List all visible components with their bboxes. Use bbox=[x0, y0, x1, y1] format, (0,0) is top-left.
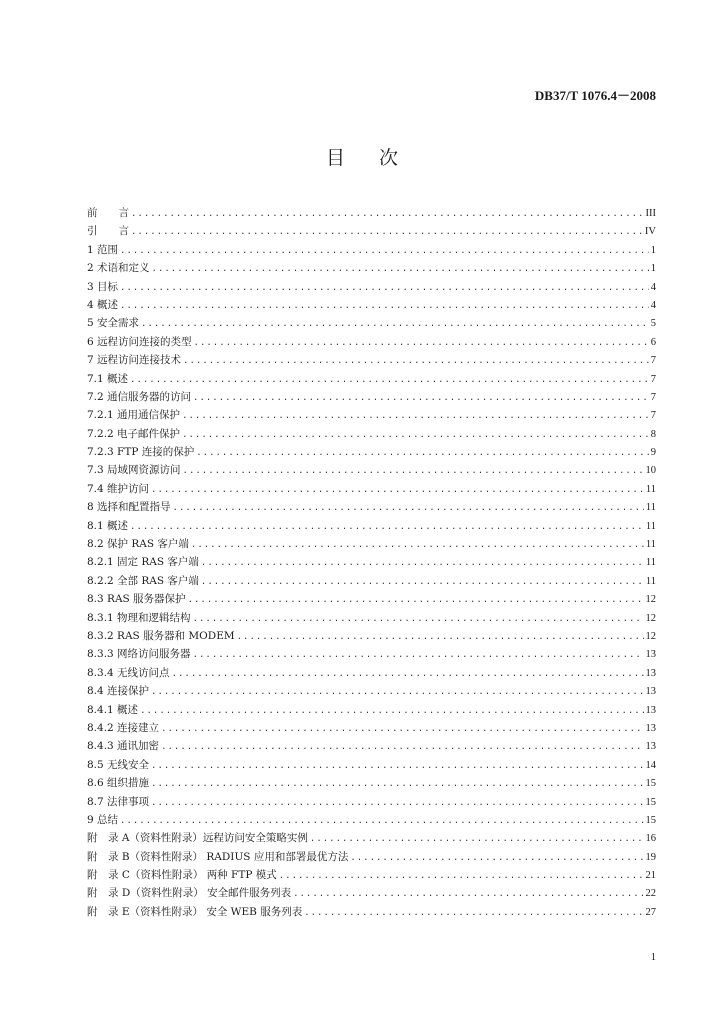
toc-entry-page: 13 bbox=[645, 667, 656, 679]
toc-entry-page: 19 bbox=[645, 851, 656, 863]
toc-entry-page: 12 bbox=[645, 594, 656, 606]
toc-entry-page: 13 bbox=[645, 686, 656, 698]
toc-entry[interactable] bbox=[87, 793, 656, 811]
toc-entry[interactable] bbox=[87, 609, 656, 627]
toc-entry-page: 11 bbox=[645, 520, 656, 532]
toc-entry-label: 7.4 维护访问 bbox=[87, 482, 150, 495]
toc-entry-label: 8.3.3 网络访问服务器 bbox=[87, 648, 191, 661]
toc-entry-page: 10 bbox=[645, 465, 656, 477]
dot-leader bbox=[151, 757, 643, 775]
dot-leader bbox=[293, 885, 643, 903]
dot-leader bbox=[161, 738, 643, 756]
dot-leader bbox=[194, 334, 649, 352]
dot-leader bbox=[151, 683, 643, 701]
toc-entry[interactable] bbox=[87, 443, 656, 461]
toc-entry-page: 16 bbox=[645, 833, 656, 845]
toc-entry-label: 8 选择和配置指导 bbox=[87, 501, 171, 514]
toc-entry[interactable] bbox=[87, 498, 656, 516]
page-number: 1 bbox=[650, 952, 656, 963]
toc-entry-label: 附 录 D（资料性附录） 安全邮件服务列表 bbox=[87, 887, 292, 900]
toc-entry[interactable] bbox=[87, 535, 656, 553]
dot-leader bbox=[183, 352, 649, 370]
toc-entry-label: 8.3.2 RAS 服务器和 MODEM bbox=[87, 629, 235, 642]
toc-entry-label: 8.6 组织措施 bbox=[87, 777, 150, 790]
toc-entry-page: 13 bbox=[645, 722, 656, 734]
toc-entry-label: 8.7 法律事项 bbox=[87, 795, 150, 808]
table-of-contents bbox=[87, 204, 656, 921]
toc-entry-page: 11 bbox=[645, 502, 656, 514]
dot-leader bbox=[130, 371, 649, 389]
toc-entry-page: 12 bbox=[645, 630, 656, 642]
toc-entry-label: 7.1 概述 bbox=[87, 372, 129, 385]
toc-entry-label: 6 远程访问连接的类型 bbox=[87, 335, 192, 348]
toc-entry-page: 5 bbox=[650, 318, 656, 330]
toc-entry-label: 2 术语和定义 bbox=[87, 262, 150, 275]
toc-entry[interactable] bbox=[87, 627, 656, 645]
dot-leader bbox=[120, 242, 649, 260]
dot-leader bbox=[193, 610, 644, 628]
toc-entry-page: 13 bbox=[645, 741, 656, 753]
dot-leader bbox=[141, 315, 649, 333]
toc-entry-label: 引 言 bbox=[87, 225, 129, 238]
page-title: 目次 bbox=[325, 147, 432, 169]
toc-entry[interactable] bbox=[87, 884, 656, 902]
toc-entry-label: 8.4.2 连接建立 bbox=[87, 721, 160, 734]
dot-leader bbox=[173, 499, 644, 517]
toc-entry-page: 7 bbox=[650, 373, 656, 385]
dot-leader bbox=[279, 867, 644, 885]
dot-leader bbox=[193, 389, 649, 407]
toc-entry[interactable] bbox=[87, 296, 656, 314]
toc-entry-label: 附 录 B（资料性附录） RADIUS 应用和部署最优方法 bbox=[87, 850, 349, 863]
toc-entry-page: 7 bbox=[650, 410, 656, 422]
dot-leader bbox=[350, 849, 643, 867]
toc-entry[interactable] bbox=[87, 461, 656, 479]
toc-entry[interactable] bbox=[87, 222, 656, 240]
toc-entry-page: 11 bbox=[645, 539, 656, 551]
toc-entry-label: 7.3 局域网资源访问 bbox=[87, 464, 181, 477]
toc-entry-page: 27 bbox=[645, 906, 656, 918]
toc-entry[interactable] bbox=[87, 406, 656, 424]
toc-entry-page: 1 bbox=[650, 244, 656, 256]
toc-entry[interactable] bbox=[87, 333, 656, 351]
toc-entry-page: 7 bbox=[650, 355, 656, 367]
toc-entry-label: 8.3 RAS 服务器保护 bbox=[87, 593, 186, 606]
toc-entry-label: 8.3.4 无线访问点 bbox=[87, 666, 170, 679]
dot-leader bbox=[193, 646, 644, 664]
toc-entry-page: 21 bbox=[645, 870, 656, 882]
toc-entry[interactable] bbox=[87, 278, 656, 296]
toc-entry[interactable] bbox=[87, 682, 656, 700]
dot-leader bbox=[182, 407, 649, 425]
toc-entry-page: IV bbox=[644, 226, 656, 238]
toc-entry-page: 6 bbox=[650, 336, 656, 348]
toc-entry-page: 15 bbox=[645, 778, 656, 790]
toc-entry[interactable] bbox=[87, 756, 656, 774]
dot-leader bbox=[161, 720, 643, 738]
dot-leader bbox=[120, 279, 649, 297]
toc-entry[interactable] bbox=[87, 370, 656, 388]
toc-entry-label: 9 总结 bbox=[87, 813, 119, 826]
dot-leader bbox=[130, 518, 644, 536]
toc-entry-label: 8.2 保护 RAS 客户端 bbox=[87, 538, 189, 551]
toc-entry[interactable] bbox=[87, 848, 656, 866]
toc-entry[interactable] bbox=[87, 425, 656, 443]
toc-entry-label: 7.2.3 FTP 连接的保护 bbox=[87, 446, 195, 459]
toc-entry-label: 7.2.2 电子邮件保护 bbox=[87, 427, 181, 440]
toc-entry[interactable] bbox=[87, 829, 656, 847]
dot-leader bbox=[151, 794, 643, 812]
toc-entry-label: 附 录 A（资料性附录）远程访问安全策略实例 bbox=[87, 832, 308, 845]
toc-entry-label: 前 言 bbox=[87, 207, 129, 219]
toc-entry-page: 4 bbox=[650, 299, 656, 311]
toc-entry[interactable] bbox=[87, 351, 656, 369]
toc-entry[interactable] bbox=[87, 664, 656, 682]
toc-entry-label: 7.2.1 通用通信保护 bbox=[87, 409, 181, 422]
dot-leader bbox=[191, 536, 644, 554]
dot-leader bbox=[183, 462, 644, 480]
toc-entry[interactable] bbox=[87, 553, 656, 571]
dot-leader bbox=[172, 665, 644, 683]
toc-entry-page: III bbox=[645, 208, 656, 219]
toc-entry-label: 8.3.1 物理和逻辑结构 bbox=[87, 611, 191, 624]
toc-entry-page: 7 bbox=[650, 391, 656, 403]
toc-entry-label: 8.4.1 概述 bbox=[87, 703, 139, 716]
toc-entry-label: 1 范围 bbox=[87, 243, 119, 256]
dot-leader bbox=[188, 591, 644, 609]
toc-entry-page: 13 bbox=[645, 649, 656, 661]
dot-leader bbox=[182, 426, 649, 444]
toc-entry-label: 8.1 概述 bbox=[87, 519, 129, 532]
dot-leader bbox=[120, 297, 649, 315]
toc-entry[interactable] bbox=[87, 811, 656, 829]
document-code: DB37/T 1076.4－2008 bbox=[534, 88, 656, 103]
dot-leader bbox=[131, 223, 643, 241]
toc-entry-page: 1 bbox=[650, 263, 656, 275]
toc-entry[interactable] bbox=[87, 259, 656, 277]
toc-entry-label: 4 概述 bbox=[87, 298, 119, 311]
toc-entry-label: 7.2 通信服务器的访问 bbox=[87, 390, 192, 403]
dot-leader bbox=[237, 628, 644, 646]
toc-entry[interactable] bbox=[87, 774, 656, 792]
toc-entry[interactable] bbox=[87, 517, 656, 535]
toc-entry-label: 3 目标 bbox=[87, 280, 119, 293]
dot-leader bbox=[196, 444, 649, 462]
toc-entry-page: 4 bbox=[650, 281, 656, 293]
dot-leader bbox=[151, 775, 643, 793]
toc-entry[interactable] bbox=[87, 572, 656, 590]
toc-entry[interactable] bbox=[87, 314, 656, 332]
toc-entry[interactable] bbox=[87, 204, 656, 222]
toc-entry-label: 8.4.3 通讯加密 bbox=[87, 740, 160, 753]
toc-entry-label: 附 录 C（资料性附录） 两种 FTP 模式 bbox=[87, 869, 277, 882]
dot-leader bbox=[152, 260, 649, 278]
toc-entry-label: 8.2.1 固定 RAS 客户端 bbox=[87, 556, 199, 569]
toc-entry[interactable] bbox=[87, 388, 656, 406]
dot-leader bbox=[131, 205, 644, 223]
dot-leader bbox=[201, 554, 644, 572]
toc-entry-page: 12 bbox=[645, 612, 656, 624]
toc-entry-page: 13 bbox=[645, 704, 656, 716]
toc-entry-label: 5 安全需求 bbox=[87, 317, 140, 330]
dot-leader bbox=[304, 904, 643, 922]
toc-entry[interactable] bbox=[87, 480, 656, 498]
toc-entry-label: 8.5 无线安全 bbox=[87, 758, 150, 771]
toc-entry-page: 11 bbox=[645, 483, 656, 495]
dot-leader bbox=[201, 573, 644, 591]
toc-entry[interactable] bbox=[87, 590, 656, 608]
toc-entry-label: 附 录 E（资料性附录） 安全 WEB 服务列表 bbox=[87, 905, 303, 918]
dot-leader bbox=[310, 830, 644, 848]
toc-entry-label: 8.2.2 全部 RAS 客户端 bbox=[87, 574, 199, 587]
dot-leader bbox=[120, 812, 643, 830]
toc-entry-page: 14 bbox=[645, 759, 656, 771]
toc-entry[interactable] bbox=[87, 719, 656, 737]
toc-entry[interactable] bbox=[87, 866, 656, 884]
toc-entry-label: 8.4 连接保护 bbox=[87, 685, 150, 698]
toc-entry-page: 15 bbox=[645, 814, 656, 826]
toc-entry[interactable] bbox=[87, 903, 656, 921]
toc-entry-page: 9 bbox=[650, 447, 656, 459]
toc-entry-page: 8 bbox=[650, 428, 656, 440]
toc-entry-page: 22 bbox=[645, 888, 656, 900]
toc-entry[interactable] bbox=[87, 701, 656, 719]
toc-entry-label: 7 远程访问连接技术 bbox=[87, 354, 182, 367]
toc-entry-page: 11 bbox=[645, 575, 656, 587]
dot-leader bbox=[140, 702, 643, 720]
toc-entry[interactable] bbox=[87, 645, 656, 663]
toc-entry-page: 15 bbox=[645, 796, 656, 808]
dot-leader bbox=[151, 481, 644, 499]
toc-entry[interactable] bbox=[87, 241, 656, 259]
toc-entry-page: 11 bbox=[645, 557, 656, 569]
toc-entry[interactable] bbox=[87, 737, 656, 755]
